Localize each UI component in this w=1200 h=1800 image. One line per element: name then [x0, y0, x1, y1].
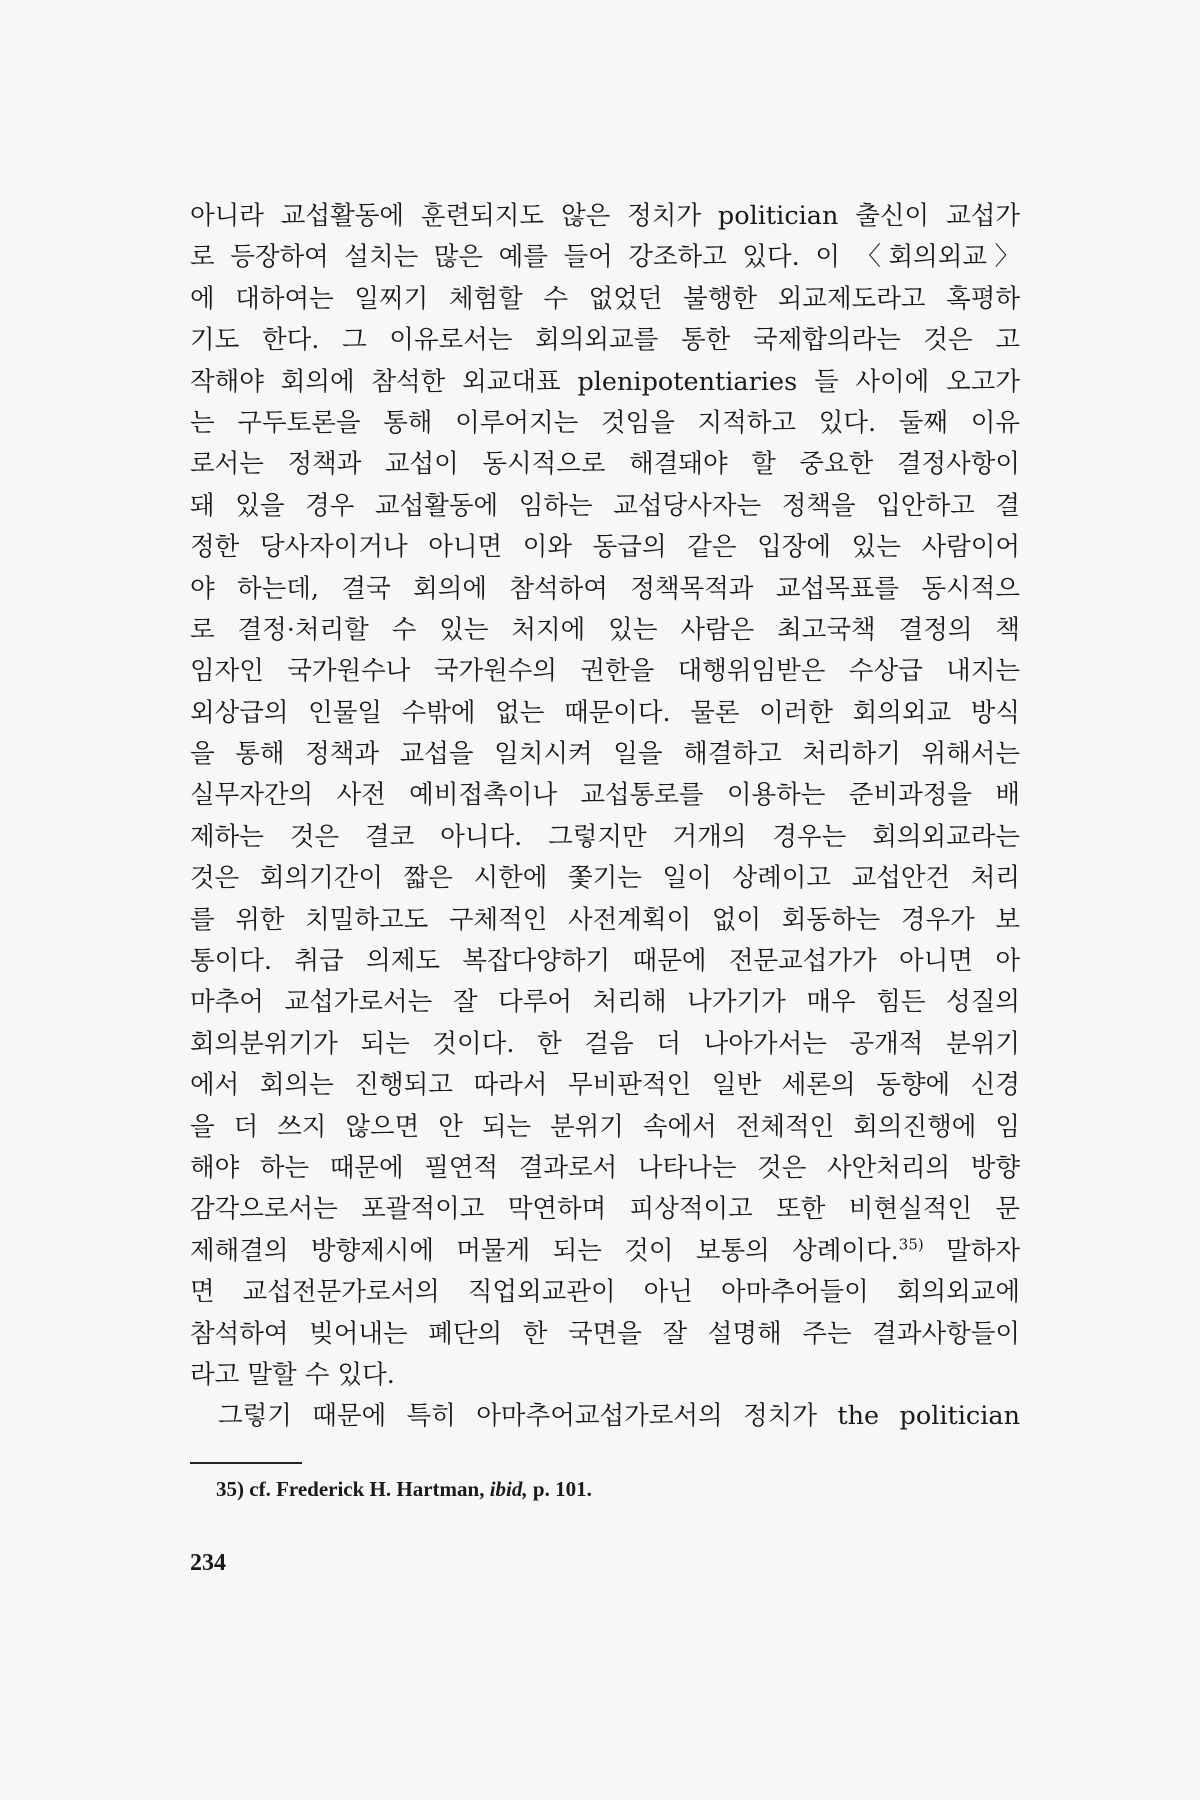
footnote-ibid: ibid, [489, 1477, 528, 1501]
footnote-number: 35) [216, 1477, 244, 1501]
text-line: 로 결정·처리할 수 있는 처지에 있는 사람은 최고국책 결정의 책 [190, 614, 1020, 645]
text-segment: 제해결의 방향제시에 머물게 되는 것이 보통의 상례이다. [190, 1235, 899, 1266]
paragraph-first-line: 그렇기 때문에 특히 아마추어교섭가로서의 정치가 the politician [218, 1401, 1020, 1432]
text-line: 로 등장하여 설치는 많은 예를 들어 강조하고 있다. 이 〈회의외교〉 [190, 242, 1020, 273]
text-line: 임자인 국가원수나 국가원수의 권한을 대행위임받은 수상급 내지는 [190, 656, 1020, 687]
text-line: 로서는 정책과 교섭이 동시적으로 해결돼야 할 중요한 결정사항이 [190, 449, 1020, 480]
text-line: 정한 당사자이거나 아니면 이와 동급의 같은 입장에 있는 사람이어 [190, 532, 1020, 563]
text-line: 통이다. 취급 의제도 복잡다양하기 때문에 전문교섭가가 아니면 아 [190, 946, 1020, 977]
text-line: 는 구두토론을 통해 이루어지는 것임을 지적하고 있다. 둘째 이유 [190, 407, 1020, 438]
text-line-with-footnote-ref [190, 1231, 1020, 1272]
text-line: 마추어 교섭가로서는 잘 다루어 처리해 나가기가 매우 힘든 성질의 [190, 987, 1020, 1018]
text-line: 아니라 교섭활동에 훈련되지도 않은 정치가 politician 출신이 교섭가 [190, 201, 1020, 231]
text-line: 감각으로서는 포괄적이고 막연하며 피상적이고 또한 비현실적인 문 [190, 1194, 1020, 1225]
text-line: 외상급의 인물일 수밖에 없는 때문이다. 물론 이러한 회의외교 방식 [190, 697, 1020, 728]
text-line: 을 통해 정책과 교섭을 일치시켜 일을 해결하고 처리하기 위해서는 [190, 739, 1020, 770]
text-line: 기도 한다. 그 이유로서는 회의외교를 통한 국제합의라는 것은 고 [190, 325, 1020, 356]
footnote-citation: cf. Frederick H. Hartman, [249, 1477, 485, 1501]
text-line: 에서 회의는 진행되고 따라서 무비판적인 일반 세론의 동향에 신경 [190, 1070, 1020, 1101]
text-line: 실무자간의 사전 예비접촉이나 교섭통로를 이용하는 준비과정을 배 [190, 780, 1020, 811]
text-line: 에 대하여는 일찌기 체험할 수 없었던 불행한 외교제도라고 혹평하 [190, 283, 1020, 314]
text-line: 참석하여 빚어내는 폐단의 한 국면을 잘 설명해 주는 결과사항들이 [190, 1318, 1020, 1349]
text-line: 을 더 쓰지 않으면 안 되는 분위기 속에서 전체적인 회의진행에 임 [190, 1111, 1020, 1142]
footnote [216, 1477, 592, 1502]
text-line: 면 교섭전문가로서의 직업외교관이 아닌 아마추어들이 회의외교에 [190, 1277, 1020, 1308]
paragraph-last-line: 라고 말할 수 있다. [190, 1359, 395, 1390]
text-line: 회의분위기가 되는 것이다. 한 걸음 더 나아가서는 공개적 분위기 [190, 1028, 1020, 1059]
footnote-page: p. 101. [532, 1477, 592, 1501]
text-segment: 말하자 [923, 1235, 1020, 1266]
text-line: 를 위한 치밀하고도 구체적인 사전계획이 없이 회동하는 경우가 보 [190, 904, 1020, 935]
text-line: 돼 있을 경우 교섭활동에 임하는 교섭당사자는 정책을 입안하고 결 [190, 490, 1020, 521]
text-line: 야 하는데, 결국 회의에 참석하여 정책목적과 교섭목표를 동시적으 [190, 573, 1020, 604]
page-number: 234 [190, 1550, 226, 1576]
footnote-divider [190, 1462, 302, 1464]
footnote-reference: 35) [898, 1235, 924, 1254]
text-line: 작해야 회의에 참석한 외교대표 plenipotentiaries 들 사이에 오고가 [190, 366, 1020, 397]
body-text [190, 196, 1020, 1438]
text-line: 해야 하는 때문에 필연적 결과로서 나타나는 것은 사안처리의 방향 [190, 1152, 1020, 1183]
text-line: 것은 회의기간이 짧은 시한에 쫓기는 일이 상례이고 교섭안건 처리 [190, 863, 1020, 894]
text-line: 제하는 것은 결코 아니다. 그렇지만 거개의 경우는 회의외교라는 [190, 821, 1020, 852]
